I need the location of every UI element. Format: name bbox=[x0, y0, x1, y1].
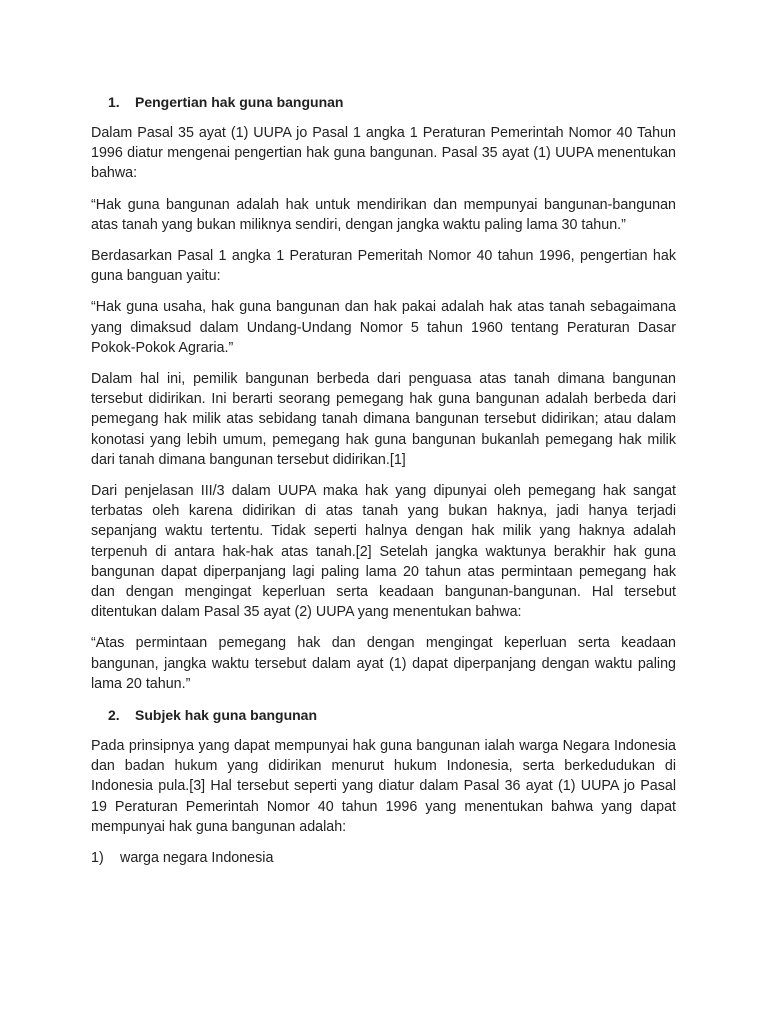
quote-paragraph: “Hak guna bangunan adalah hak untuk mendirikan dan mempunyai bangunan-bangunan atas tanah yang bukan miliknya sendiri, dengan jangka waktu paling lama 30 tahun.” bbox=[91, 196, 676, 233]
paragraph: Pada prinsipnya yang dapat mempunyai hak guna bangunan ialah warga Negara Indonesia dan badan hukum yang didirikan menurut hukum Indonesia, serta berkedudukan di Indonesia pula.[3] Hal tersebut seperti yang diatur dalam Pasal 36 ayat (1) UUPA jo Pasal 19 Peraturan Pemerintah Nomor 40 tahun 1996 yang menentukan bahwa yang dapat mempunyai hak guna bangunan adalah: bbox=[91, 738, 676, 835]
list-item-number: 1) bbox=[91, 850, 104, 867]
paragraph: Dalam hal ini, pemilik bangunan berbeda dari penguasa atas tanah dimana bangunan tersebut didirikan. Ini berarti seorang pemegang hak guna bangunan adalah berbeda dari pemegang hak milik atas sebidang tanah dimana bangunan tersebut didirikan; atau dalam konotasi yang lebih umum, pemegang hak guna bangunan bukanlah pemegang hak milik dari tanah dimana bangunan tersebut didirikan.[1] bbox=[91, 371, 676, 468]
list-item bbox=[91, 848, 676, 868]
section-heading bbox=[108, 92, 676, 112]
document-page bbox=[91, 92, 676, 868]
quote-paragraph: “Atas permintaan pemegang hak dan dengan mengingat keperluan serta keadaan bangunan, jangka waktu tersebut dalam ayat (1) dapat diperpanjang dengan waktu paling lama 20 tahun.” bbox=[91, 635, 676, 692]
section-number: 1. bbox=[108, 94, 120, 110]
list-item-text: warga negara Indonesia bbox=[120, 850, 274, 867]
section-title: Pengertian hak guna bangunan bbox=[135, 94, 344, 110]
section-heading bbox=[108, 705, 676, 725]
paragraph: Dalam Pasal 35 ayat (1) UUPA jo Pasal 1 angka 1 Peraturan Pemerintah Nomor 40 Tahun 1996 diatur mengenai pengertian hak guna bangunan. Pasal 35 ayat (1) UUPA menentukan bahwa: bbox=[91, 125, 676, 182]
section-title: Subjek hak guna bangunan bbox=[135, 707, 318, 724]
section-number: 2. bbox=[108, 707, 120, 724]
paragraph: Dari penjelasan III/3 dalam UUPA maka hak yang dipunyai oleh pemegang hak sangat terbatas oleh karena didirikan di atas tanah yang bukan haknya, jadi hanya terjadi sepanjang waktu tertentu. Tidak seperti halnya dengan hak milik yang haknya adalah terpenuh di antara hak-hak atas tanah.[2] Setelah jangka waktunya berakhir hak guna bangunan dapat diperpanjang lagi paling lama 20 tahun atas permintaan pemegang hak dan dengan mengingat keperluan serta keadaan bangunan-bangunan. Hal tersebut ditentukan dalam Pasal 35 ayat (2) UUPA yang menentukan bahwa: bbox=[91, 483, 676, 621]
quote-paragraph: “Hak guna usaha, hak guna bangunan dan hak pakai adalah hak atas tanah sebagaimana yang dimaksud dalam Undang-Undang Nomor 5 tahun 1960 tentang Peraturan Dasar Pokok-Pokok Agraria.” bbox=[91, 299, 676, 356]
paragraph: Berdasarkan Pasal 1 angka 1 Peraturan Pemeritah Nomor 40 tahun 1996, pengertian hak guna banguan yaitu: bbox=[91, 248, 676, 285]
